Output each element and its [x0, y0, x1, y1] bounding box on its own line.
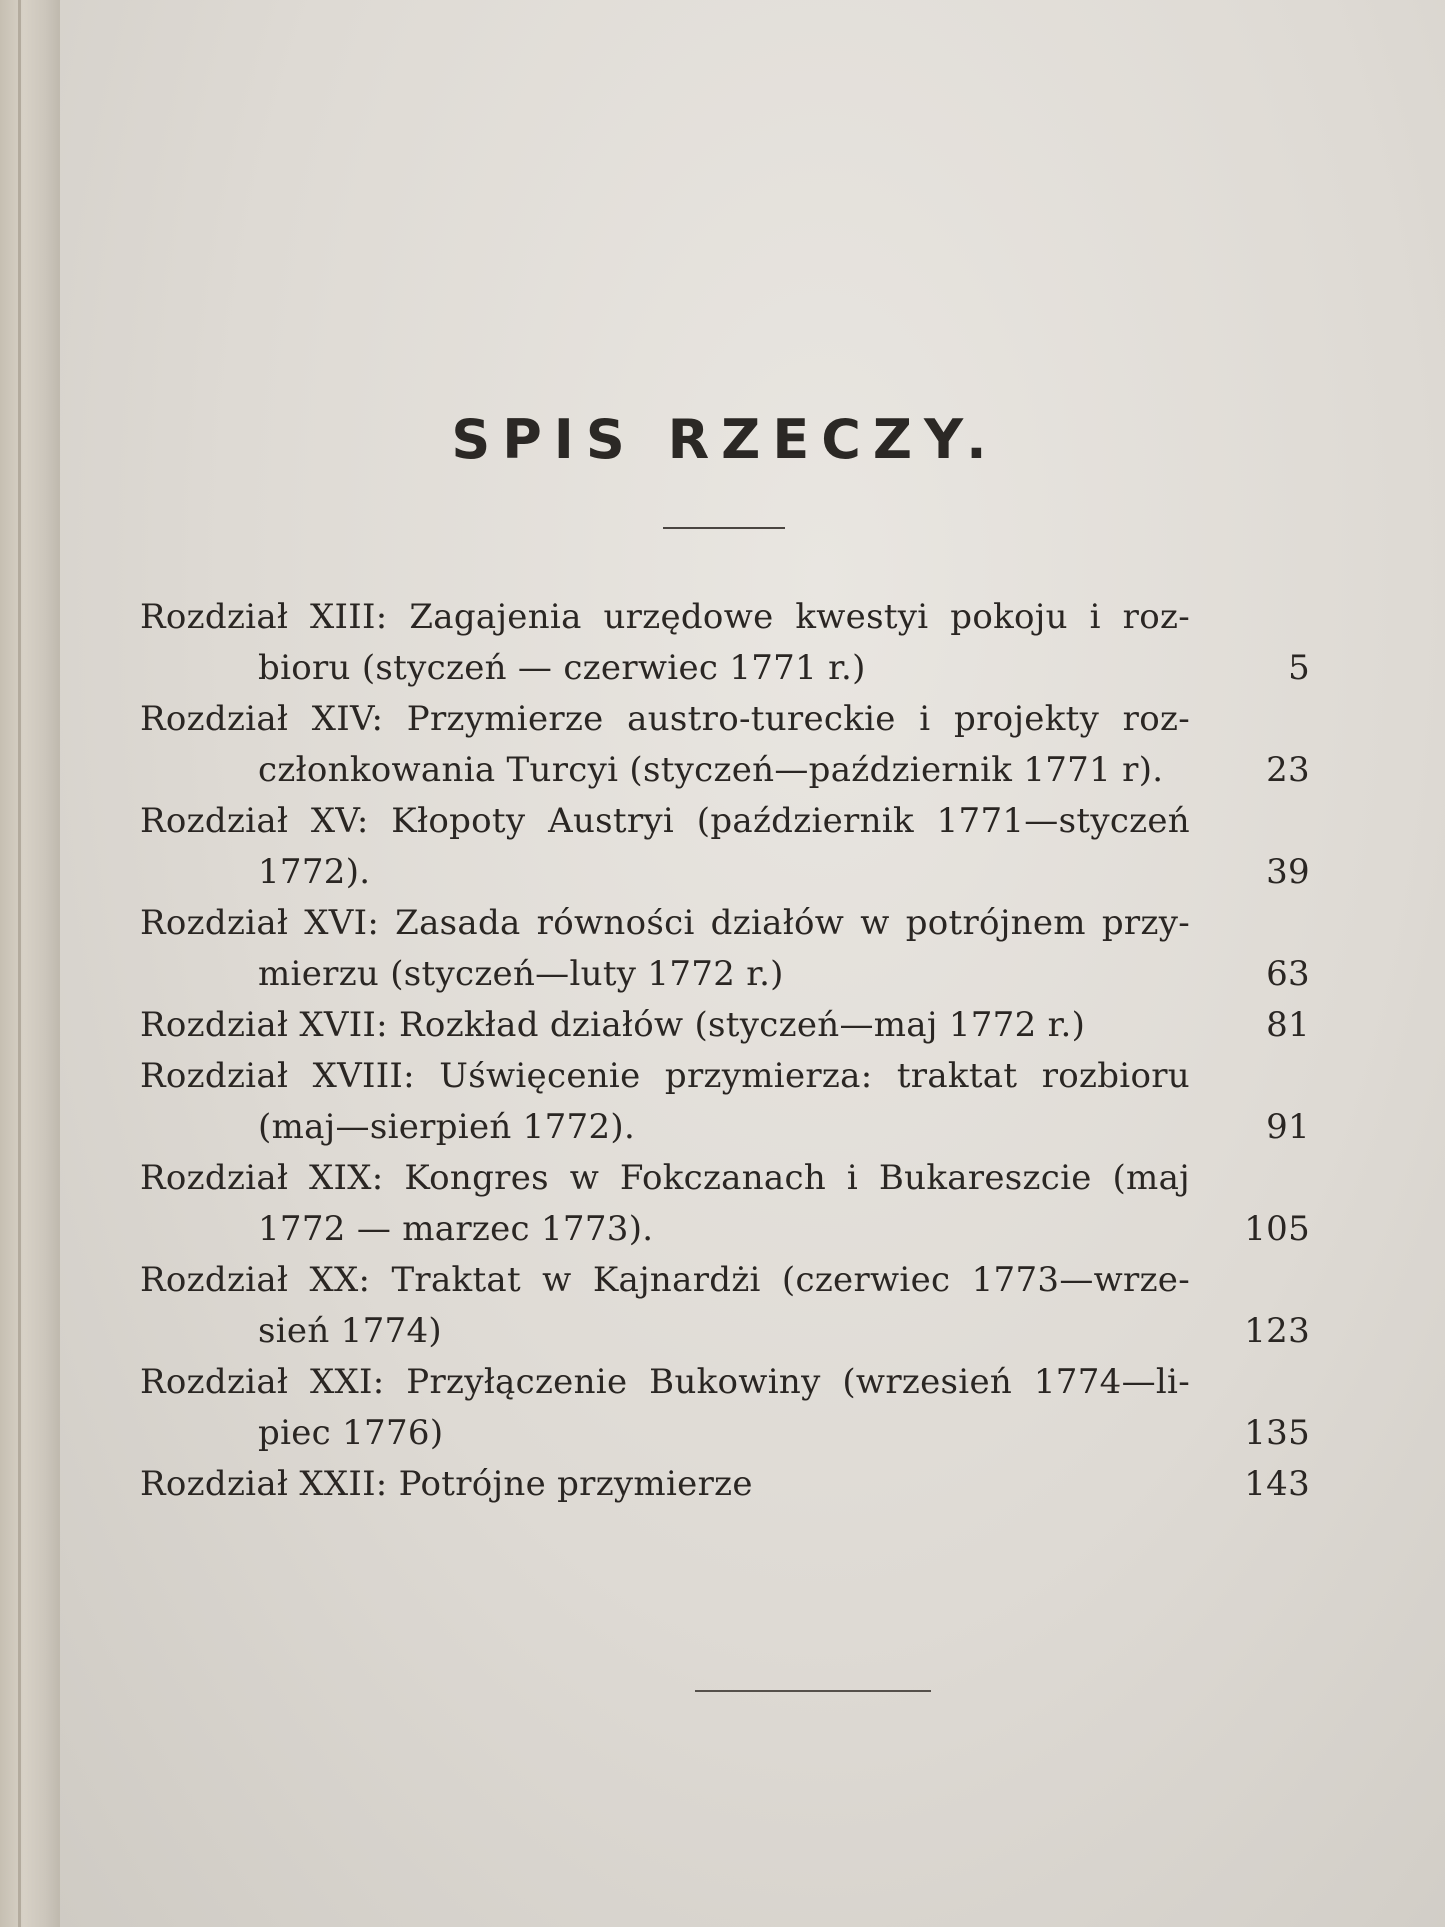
toc-entry: [140, 1051, 1360, 1153]
toc-page-number: 39: [1266, 852, 1310, 892]
toc-page-number: 143: [1244, 1464, 1310, 1504]
toc-entry-line: [140, 847, 1360, 898]
toc-entry-text: członkowania Turcyi (styczeń—październik 1771 r).: [258, 750, 1164, 790]
toc-entry-text: mierzu (styczeń—luty 1772 r.): [258, 954, 784, 994]
toc-entry-line: [140, 1459, 1360, 1510]
toc-entry-line: [140, 1000, 1360, 1051]
toc-entry-text: Rozdział XVI: Zasada równości działów w potrójnem przy-: [140, 903, 1190, 943]
toc-entry-line: [140, 949, 1360, 1000]
book-binding: [0, 0, 60, 1927]
toc-entry-line: [140, 592, 1360, 643]
toc-entry-text: Rozdział XIV: Przymierze austro-tureckie i projekty roz-: [140, 699, 1190, 739]
toc-entry-line: [140, 1357, 1360, 1408]
toc-page-number: 5: [1288, 648, 1310, 688]
toc-entry-line: [140, 643, 1360, 694]
toc-entry-line: [140, 1102, 1360, 1153]
table-of-contents: [140, 592, 1360, 1510]
toc-entry-text: bioru (styczeń — czerwiec 1771 r.): [258, 648, 866, 688]
title-divider: [663, 527, 785, 529]
toc-page-number: 105: [1244, 1209, 1310, 1249]
toc-entry: [140, 796, 1360, 898]
toc-entry: [140, 694, 1360, 796]
toc-entry-text: 1772 — marzec 1773).: [258, 1209, 654, 1249]
toc-entry-line: [140, 745, 1360, 796]
toc-entry-text: Rozdział XIX: Kongres w Fokczanach i Bukareszcie (maj: [140, 1158, 1190, 1198]
toc-entry-line: [140, 898, 1360, 949]
toc-entry-line: [140, 1153, 1360, 1204]
book-page: [60, 0, 1445, 1927]
toc-page-number: 23: [1266, 750, 1310, 790]
page-title: SPIS RZECZY.: [451, 408, 999, 471]
toc-entry-text: Rozdział XVII: Rozkład działów (styczeń—maj 1772 r.): [140, 1005, 1086, 1045]
toc-page-number: 63: [1266, 954, 1310, 994]
toc-entry: [140, 1000, 1360, 1051]
toc-page-number: 81: [1266, 1005, 1310, 1045]
toc-entry: [140, 1357, 1360, 1459]
toc-entry-text: Rozdział XXI: Przyłączenie Bukowiny (wrzesień 1774—li-: [140, 1362, 1190, 1402]
toc-entry-line: [140, 694, 1360, 745]
toc-entry-text: (maj—sierpień 1772).: [258, 1107, 636, 1147]
binding-edge: [18, 0, 21, 1927]
toc-entry-line: [140, 1204, 1360, 1255]
toc-entry-text: Rozdział XX: Traktat w Kajnardżi (czerwiec 1773—wrze-: [140, 1260, 1190, 1300]
toc-entry-line: [140, 796, 1360, 847]
toc-entry-text: Rozdział XVIII: Uświęcenie przymierza: traktat rozbioru: [140, 1056, 1190, 1096]
toc-entry: [140, 1255, 1360, 1357]
toc-entry-line: [140, 1306, 1360, 1357]
toc-entry-text: 1772).: [258, 852, 371, 892]
toc-entry: [140, 592, 1360, 694]
toc-page-number: 91: [1266, 1107, 1310, 1147]
toc-entry-text: Rozdział XXII: Potrójne przymierze: [140, 1464, 753, 1504]
toc-page-number: 135: [1244, 1413, 1310, 1453]
toc-entry-text: piec 1776): [258, 1413, 444, 1453]
toc-entry-line: [140, 1051, 1360, 1102]
toc-entry-line: [140, 1408, 1360, 1459]
bottom-divider: [695, 1690, 931, 1692]
toc-page-number: 123: [1244, 1311, 1310, 1351]
toc-entry: [140, 1459, 1360, 1510]
toc-entry: [140, 1153, 1360, 1255]
toc-entry-text: Rozdział XV: Kłopoty Austryi (październik 1771—styczeń: [140, 801, 1190, 841]
toc-entry: [140, 898, 1360, 1000]
toc-entry-line: [140, 1255, 1360, 1306]
toc-entry-text: sień 1774): [258, 1311, 442, 1351]
toc-entry-text: Rozdział XIII: Zagajenia urzędowe kwestyi pokoju i roz-: [140, 597, 1190, 637]
